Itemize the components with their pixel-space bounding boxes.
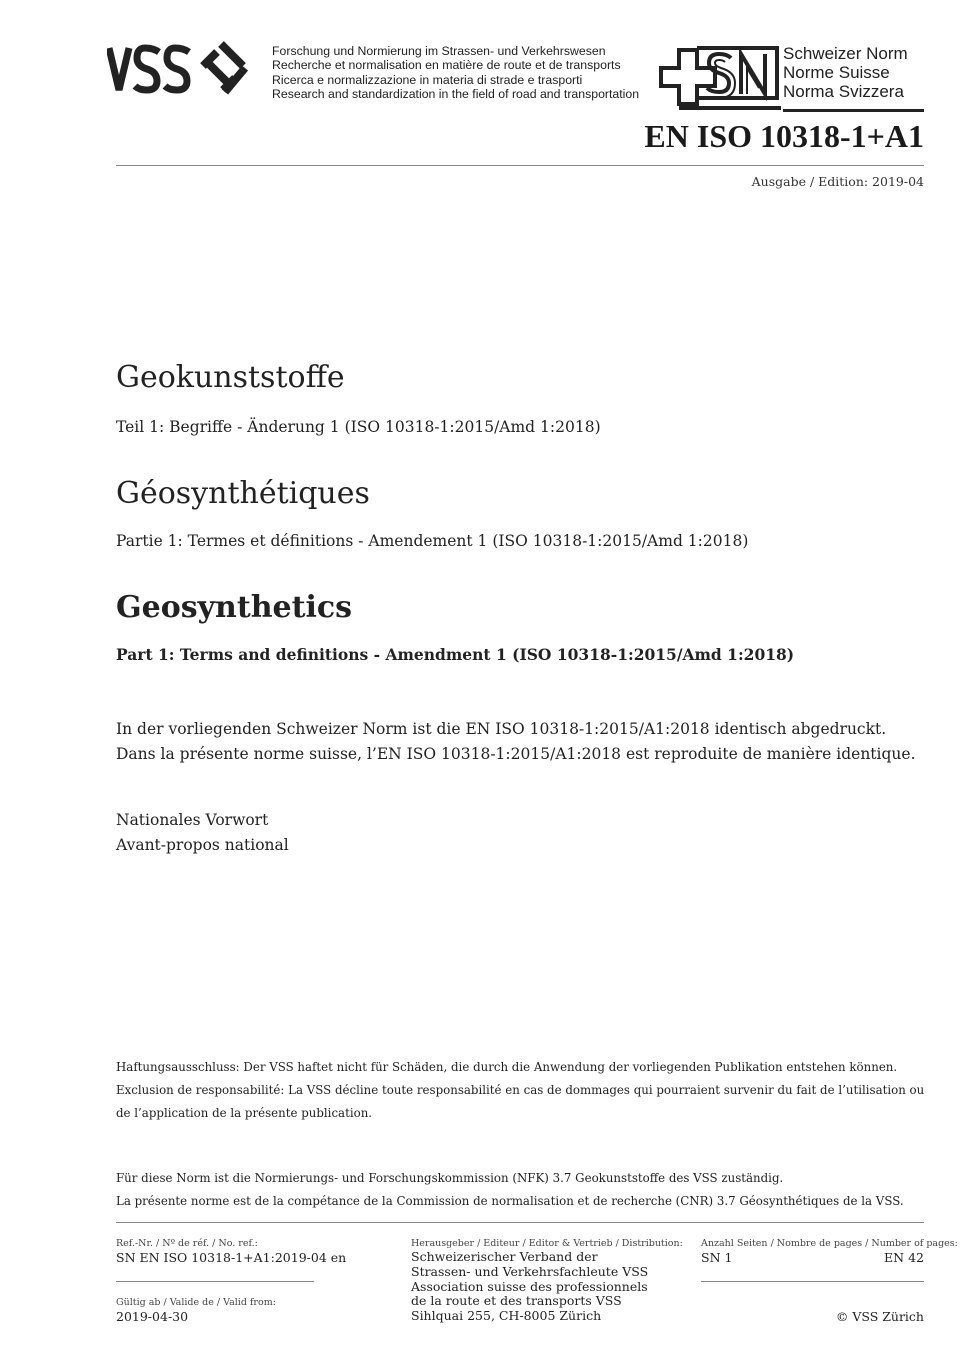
- note-french: Dans la présente norme suisse, l’EN ISO 10318-1:2015/A1:2018 est reproduite de manière identique.: [116, 745, 916, 763]
- committee-german: Für diese Norm ist die Normierungs- und Forschungskommission (NFK) 3.7 Geokunststoffe des VSS zuständig.: [116, 1171, 784, 1185]
- publisher-label: Herausgeber / Editeur / Editor & Vertrieb / Distribution:: [411, 1238, 683, 1249]
- footer-divider: [116, 1222, 924, 1223]
- reference-label: Ref.-Nr. / Nº de réf. / No. ref.:: [116, 1238, 258, 1249]
- vss-logo: [107, 40, 267, 100]
- publisher-line: Schweizerischer Verband der: [411, 1249, 598, 1264]
- sn-names: [783, 44, 908, 101]
- pages-label: Anzahl Seiten / Nombre de pages / Number of pages:: [701, 1238, 958, 1249]
- disclaimer-french: de l’application de la présente publication.: [116, 1106, 373, 1120]
- vss-tagline: [272, 44, 639, 101]
- title-french: Géosynthétiques: [116, 476, 370, 511]
- sn-rule: [783, 109, 924, 112]
- reference-divider: [116, 1281, 314, 1282]
- note-german: In der vorliegenden Schweizer Norm ist die EN ISO 10318-1:2015/A1:2018 identisch abgedruckt.: [116, 720, 887, 738]
- publisher-line: Sihlquai 255, CH-8005 Zürich: [411, 1308, 602, 1324]
- disclaimer-french: Exclusion de responsabilité: La VSS décline toute responsabilité en cas de dommages qui pourraient survenir du fait de l’utilisation ou: [116, 1083, 925, 1097]
- publisher-address: [411, 1250, 648, 1324]
- reference-value: SN EN ISO 10318-1+A1:2019-04 en: [116, 1250, 347, 1265]
- subtitle-french: Partie 1: Termes et définitions - Amendement 1 (ISO 10318-1:2015/Amd 1:2018): [116, 532, 749, 550]
- foreword-french: Avant-propos national: [116, 836, 289, 854]
- pages-sn: SN 1: [701, 1250, 733, 1265]
- copyright: © VSS Zürich: [835, 1309, 924, 1324]
- tagline-line: Ricerca e normalizzazione in materia di strade e trasporti: [272, 72, 583, 87]
- foreword-german: Nationales Vorwort: [116, 811, 269, 829]
- tagline-line: Recherche et normalisation en matière de route et de transports: [272, 58, 621, 73]
- edition: Ausgabe / Edition: 2019-04: [751, 174, 924, 189]
- subtitle-english: Part 1: Terms and definitions - Amendment 1 (ISO 10318-1:2015/Amd 1:2018): [116, 645, 795, 664]
- title-german: Geokunststoffe: [116, 360, 345, 395]
- publisher-line: Association suisse des professionnels: [411, 1278, 648, 1294]
- pages-divider: [701, 1281, 924, 1282]
- sn-name: Schweizer Norm: [783, 44, 908, 63]
- publisher-line: de la route et des transports VSS: [411, 1293, 622, 1309]
- title-english: Geosynthetics: [116, 590, 353, 625]
- publisher-line: Strassen- und Verkehrsfachleute VSS: [411, 1263, 649, 1279]
- sn-name: Norme Suisse: [783, 63, 890, 82]
- sn-name: Norma Svizzera: [783, 82, 904, 101]
- header-divider: [116, 165, 924, 166]
- committee-french: La présente norme est de la compétance de la Commission de normalisation et de recherche (CNR) 3.7 Géosynthétiques de la VSS.: [116, 1194, 904, 1208]
- pages-en: EN 42: [884, 1250, 924, 1265]
- standard-number: EN ISO 10318-1+A1: [644, 118, 924, 154]
- tagline-line: Forschung und Normierung im Strassen- und Verkehrswesen: [272, 44, 606, 58]
- sn-logo: [657, 42, 781, 112]
- disclaimer-german: Haftungsausschluss: Der VSS haftet nicht für Schäden, die durch die Anwendung der vorliegenden Publikation entstehen können.: [116, 1060, 898, 1074]
- valid-from-value: 2019-04-30: [116, 1309, 189, 1324]
- tagline-line: Research and standardization in the field of road and transportation: [272, 86, 640, 101]
- valid-from-label: Gültig ab / Valide de / Valid from:: [116, 1297, 276, 1308]
- subtitle-german: Teil 1: Begriffe - Änderung 1 (ISO 10318-1:2015/Amd 1:2018): [116, 418, 601, 436]
